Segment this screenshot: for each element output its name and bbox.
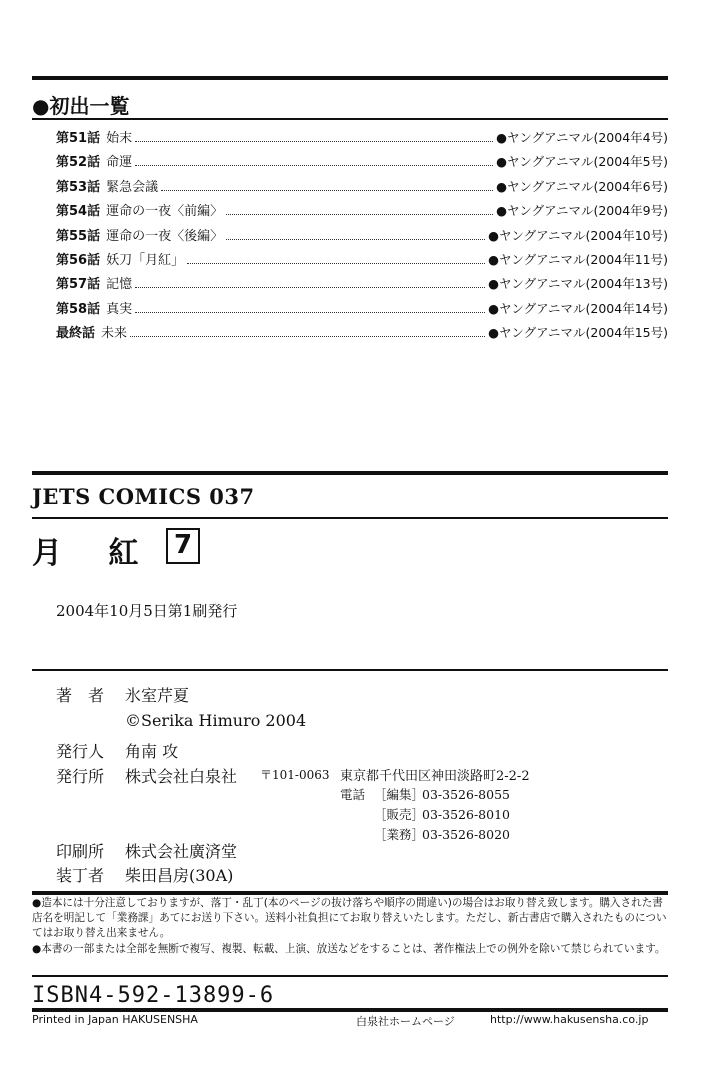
printer-name: 株式会社廣済堂 (125, 842, 238, 861)
episode-number: 第54話 (56, 204, 101, 220)
episode-number: 第55話 (56, 228, 101, 244)
episode-title: 運命の一夜〈後編〉 (106, 228, 224, 244)
heading-rule (32, 118, 668, 120)
author-label: 著 者 (56, 686, 105, 705)
episode-title: 緊急会議 (106, 179, 159, 195)
publisher-label: 発行所 (56, 767, 105, 786)
list-item (56, 273, 668, 297)
magazine-issue: ●ヤングアニマル(2004年6号) (496, 178, 668, 194)
phone-row-sales (340, 805, 510, 823)
first-appearance-heading: ●初出一覧 (32, 94, 130, 118)
leader-dots (135, 165, 493, 166)
notice-copyright: ●本書の一部または全部を無断で複写、複製、転載、上演、放送などをすることは、著作権法上での例外を除いて禁じられています。 (32, 942, 666, 955)
designer-name: 柴田昌房(30A) (125, 866, 234, 885)
homepage-label: 白泉社ホームページ (356, 1015, 455, 1028)
phone-dept: ［編集］ (374, 787, 425, 802)
episode-title: 始末 (106, 131, 133, 146)
isbn: ISBN4-592-13899-6 (32, 983, 275, 1008)
leader-dots (187, 263, 485, 264)
episode-title: 運命の一夜〈前編〉 (106, 204, 224, 220)
publisher-name: 株式会社白泉社 (125, 767, 238, 786)
volume-number: 7 (166, 528, 200, 564)
postal-code: 〒101-0063 (260, 768, 330, 782)
magazine-issue: ●ヤングアニマル(2004年11号) (488, 251, 668, 267)
issuer-name: 角南 攻 (125, 742, 179, 761)
magazine-issue: ●ヤングアニマル(2004年13号) (488, 276, 668, 292)
printer-label: 印刷所 (56, 842, 105, 861)
list-item (56, 249, 668, 273)
date-rule (32, 669, 668, 671)
issuer-label: 発行人 (56, 742, 105, 761)
leader-dots (135, 287, 485, 288)
colophon-top-rule (32, 471, 668, 475)
episode-number: 最終話 (56, 326, 96, 342)
publish-date: 2004年10月5日第1刷発行 (56, 602, 238, 620)
author-name: 氷室芹夏 (125, 686, 190, 705)
list-item (56, 127, 668, 151)
notice-defect: ●造本には十分注意しておりますが、落丁・乱丁(本のページの抜け落ちや順序の間違い)の場合はお取り替え致します。購入された書店名を明記して「業務課」あてにお送り下さい。送料小社負担にてお取り替えいたします。ただし、新古書店で購入されたものについてはお取り替え出来ません。 (32, 897, 667, 940)
leader-dots (135, 141, 493, 142)
notice-top-rule (32, 891, 668, 895)
list-item (56, 225, 668, 249)
phone-number: 03-3526-8055 (422, 787, 510, 802)
leader-dots (226, 239, 485, 240)
series-name: JETS COMICS 037 (32, 484, 255, 509)
copyright-notice: ©Serika Himuro 2004 (125, 711, 307, 730)
printed-in: Printed in Japan HAKUSENSHA (32, 1013, 198, 1026)
episode-title: 記憶 (106, 277, 133, 293)
list-item (56, 322, 668, 346)
notice-text (32, 896, 672, 957)
phone-label: 電話 (340, 787, 366, 802)
leader-dots (135, 312, 485, 313)
leader-dots (226, 214, 493, 215)
episode-number: 第57話 (56, 277, 101, 293)
episode-number: 第56話 (56, 252, 101, 268)
magazine-issue: ●ヤングアニマル(2004年10号) (488, 227, 668, 243)
phone-row-editorial (340, 785, 510, 803)
first-appearance-list (56, 127, 668, 347)
episode-number: 第51話 (56, 131, 101, 146)
designer-label: 装丁者 (56, 866, 105, 885)
episode-number: 第52話 (56, 155, 101, 171)
list-item (56, 151, 668, 175)
book-title: 月 紅 (32, 536, 157, 571)
phone-dept: ［業務］ (374, 827, 425, 842)
episode-number: 第58話 (56, 301, 101, 317)
list-item (56, 200, 668, 224)
phone-number: 03-3526-8010 (422, 807, 510, 822)
list-item (56, 176, 668, 200)
footer-rule (32, 1008, 668, 1012)
magazine-issue: ●ヤングアニマル(2004年14号) (488, 300, 668, 316)
list-item (56, 298, 668, 322)
magazine-issue: ●ヤングアニマル(2004年5号) (496, 154, 668, 170)
publisher-address: 東京都千代田区神田淡路町2-2-2 (340, 769, 530, 784)
phone-number: 03-3526-8020 (422, 827, 510, 842)
magazine-issue: ●ヤングアニマル(2004年4号) (496, 130, 668, 145)
leader-dots (161, 190, 493, 191)
phone-row-operations (340, 825, 510, 843)
leader-dots (130, 336, 485, 337)
episode-number: 第53話 (56, 179, 101, 195)
homepage-url[interactable]: http://www.hakusensha.co.jp (490, 1013, 649, 1026)
top-rule (32, 76, 668, 80)
episode-title: 真実 (106, 301, 133, 317)
phone-dept: ［販売］ (374, 807, 425, 822)
magazine-issue: ●ヤングアニマル(2004年9号) (496, 203, 668, 219)
magazine-issue: ●ヤングアニマル(2004年15号) (488, 325, 668, 341)
episode-title: 妖刀「月紅」 (106, 252, 185, 268)
series-rule (32, 517, 668, 519)
episode-title: 未来 (101, 326, 128, 342)
episode-title: 命運 (106, 155, 133, 171)
notice-bottom-rule (32, 975, 668, 977)
